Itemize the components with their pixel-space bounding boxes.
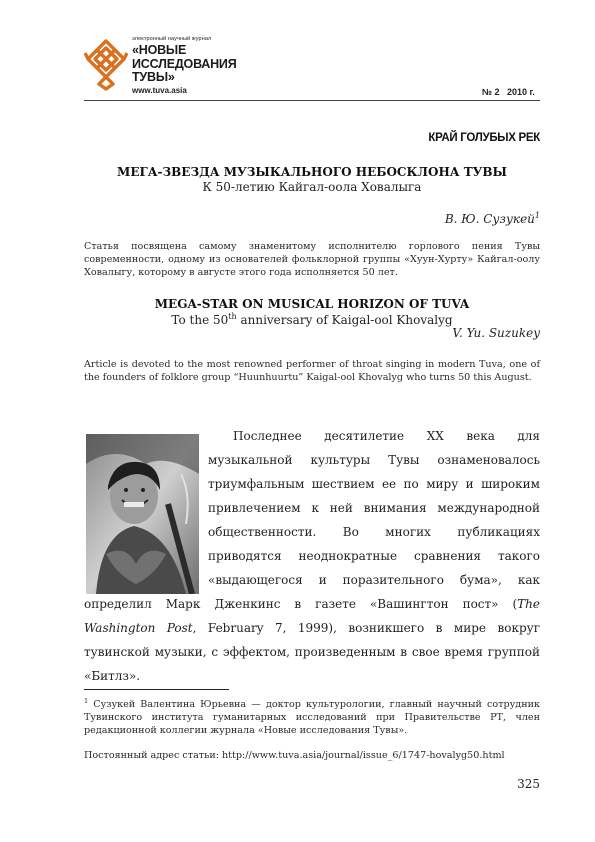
article-body <box>84 424 540 688</box>
body-text-part2: , February 7, 1999), возникшего в мире вокруг тувинской музыки, с эффектом, произведенным в свое время группой «Битлз». <box>84 621 540 683</box>
page-number: 325 <box>517 777 540 791</box>
footnote-number: 1 <box>84 697 89 705</box>
footnote-mark[interactable]: 1 <box>534 211 540 220</box>
author-en: V. Yu. Suzukey <box>452 326 540 340</box>
footnote-rule <box>84 689 229 690</box>
article-title-ru: МЕГА-ЗВЕЗДА МУЗЫКАЛЬНОГО НЕБОСКЛОНА ТУВЫ <box>117 165 507 179</box>
subtitle-en-sup: th <box>228 312 237 321</box>
journal-url[interactable]: www.tuva.asia <box>132 86 187 95</box>
author-name-ru: В. Ю. Сузукей <box>444 212 535 226</box>
issue-label: № 2 2010 г. <box>482 87 535 97</box>
journal-name-line: ТУВЫ» <box>132 70 175 84</box>
body-text-part1: Последнее десятилетие ХХ века для музыкальной культуры Тувы ознаменовалось триумфальным шествием ее по миру и широким привлечением к ней внимания международной общественности. Во многих публикациях приводятся неоднократные сравнения такого «выдающегося и поразительного бума», как определил Марк Дженкинс в газете «Вашингтон пост» ( <box>84 429 540 611</box>
article-permalink[interactable]: Постоянный адрес статьи: http://www.tuva.asia/journal/issue_6/1747-hovalyg50.html <box>84 750 505 761</box>
article-subtitle-en <box>84 312 540 327</box>
abstract-en: Article is devoted to the most renowned performer of throat singing in modern Tuva, one of the founders of folklore group “Huunhuurtu” Kaigal-ool Khovalyg who turns 50 this August. <box>84 359 540 383</box>
photo-wrap-space <box>84 424 208 592</box>
article-subtitle-ru: К 50-летию Кайгал-оола Ховалыга <box>202 180 422 194</box>
journal-name <box>132 44 252 85</box>
author-ru <box>445 211 540 226</box>
article-title-en: MEGA-STAR ON MUSICAL HORIZON OF TUVA <box>154 297 470 311</box>
footnote-text: Сузукей Валентина Юрьевна — доктор культурологии, главный научный сотрудник Тувинского института гуманитарных исследований при Правительстве РТ, член редакционной коллегии журнала «Новые исследования Тувы». <box>84 699 540 737</box>
rubric-heading: КРАЙ ГОЛУБЫХ РЕК <box>428 132 540 144</box>
journal-name-line: «НОВЫЕ <box>132 43 187 57</box>
header-rule <box>84 100 540 101</box>
journal-name-line: ИССЛЕДОВАНИЯ <box>132 56 237 71</box>
footnote <box>84 695 540 737</box>
subtitle-en-text-end: anniversary of Kaigal-ool Khovalyg <box>236 313 453 327</box>
newspaper-title: The Washington Post <box>84 597 540 635</box>
journal-tagline: электронный научный журнал <box>132 36 212 42</box>
abstract-ru: Статья посвящена самому знаменитому исполнителю горлового пения Тувы современности, одному из основателей фольклорной группы «Хуун-Хурту» Кайгал-оолу Ховалыгу, которому в августе этого года исполняется 50 лет. <box>84 241 540 278</box>
endless-knot-logo-icon <box>84 37 128 91</box>
subtitle-en-text: To the 50 <box>171 313 229 327</box>
